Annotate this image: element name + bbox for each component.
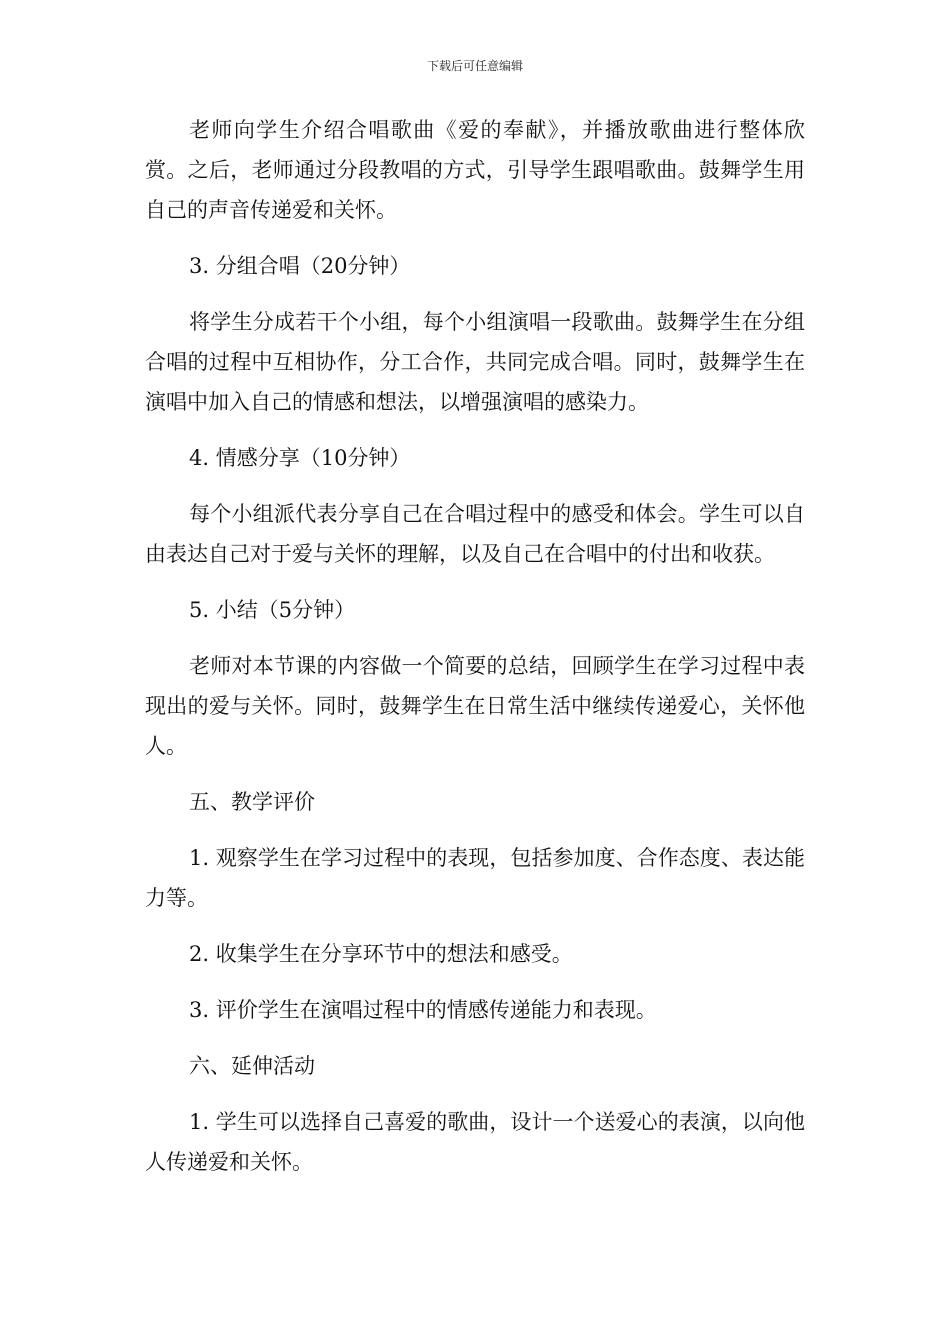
extension-item-1: 1. 学生可以选择自己喜爱的歌曲，设计一个送爱心的表演，以向他人传递爱和关怀。 xyxy=(145,1110,805,1174)
heading-evaluation: 五、教学评价 xyxy=(189,790,315,814)
page-header: 下载后可任意编辑 xyxy=(426,59,523,73)
heading-emotion-sharing: 4. 情感分享（10分钟） xyxy=(189,446,411,470)
paragraph-group-singing: 将学生分成若干个小组，每个小组演唱一段歌曲。鼓舞学生在分组合唱的过程中互相协作，分工合作，共同完成合唱。同时，鼓舞学生在演唱中加入自己的情感和想法，以增强演唱的感染力。 xyxy=(145,310,805,414)
evaluation-item-1: 1. 观察学生在学习过程中的表现，包括参加度、合作态度、表达能力等。 xyxy=(145,846,805,910)
document-body xyxy=(145,110,805,1198)
heading-group-singing: 3. 分组合唱（20分钟） xyxy=(189,254,411,278)
evaluation-item-3: 3. 评价学生在演唱过程中的情感传递能力和表现。 xyxy=(189,998,657,1022)
paragraph-emotion-sharing: 每个小组派代表分享自己在合唱过程中的感受和体会。学生可以自由表达自己对于爱与关怀的理解，以及自己在合唱中的付出和收获。 xyxy=(145,502,805,566)
heading-extension: 六、延伸活动 xyxy=(189,1054,315,1078)
heading-summary: 5. 小结（5分钟） xyxy=(189,598,356,622)
paragraph-summary: 老师对本节课的内容做一个简要的总结，回顾学生在学习过程中表现出的爱与关怀。同时，鼓舞学生在日常生活中继续传递爱心，关怀他人。 xyxy=(145,654,805,758)
evaluation-item-2: 2. 收集学生在分享环节中的想法和感受。 xyxy=(189,942,573,966)
paragraph-intro: 老师向学生介绍合唱歌曲《爱的奉献》，并播放歌曲进行整体欣赏。之后，老师通过分段教唱的方式，引导学生跟唱歌曲。鼓舞学生用自己的声音传递爱和关怀。 xyxy=(145,118,805,222)
